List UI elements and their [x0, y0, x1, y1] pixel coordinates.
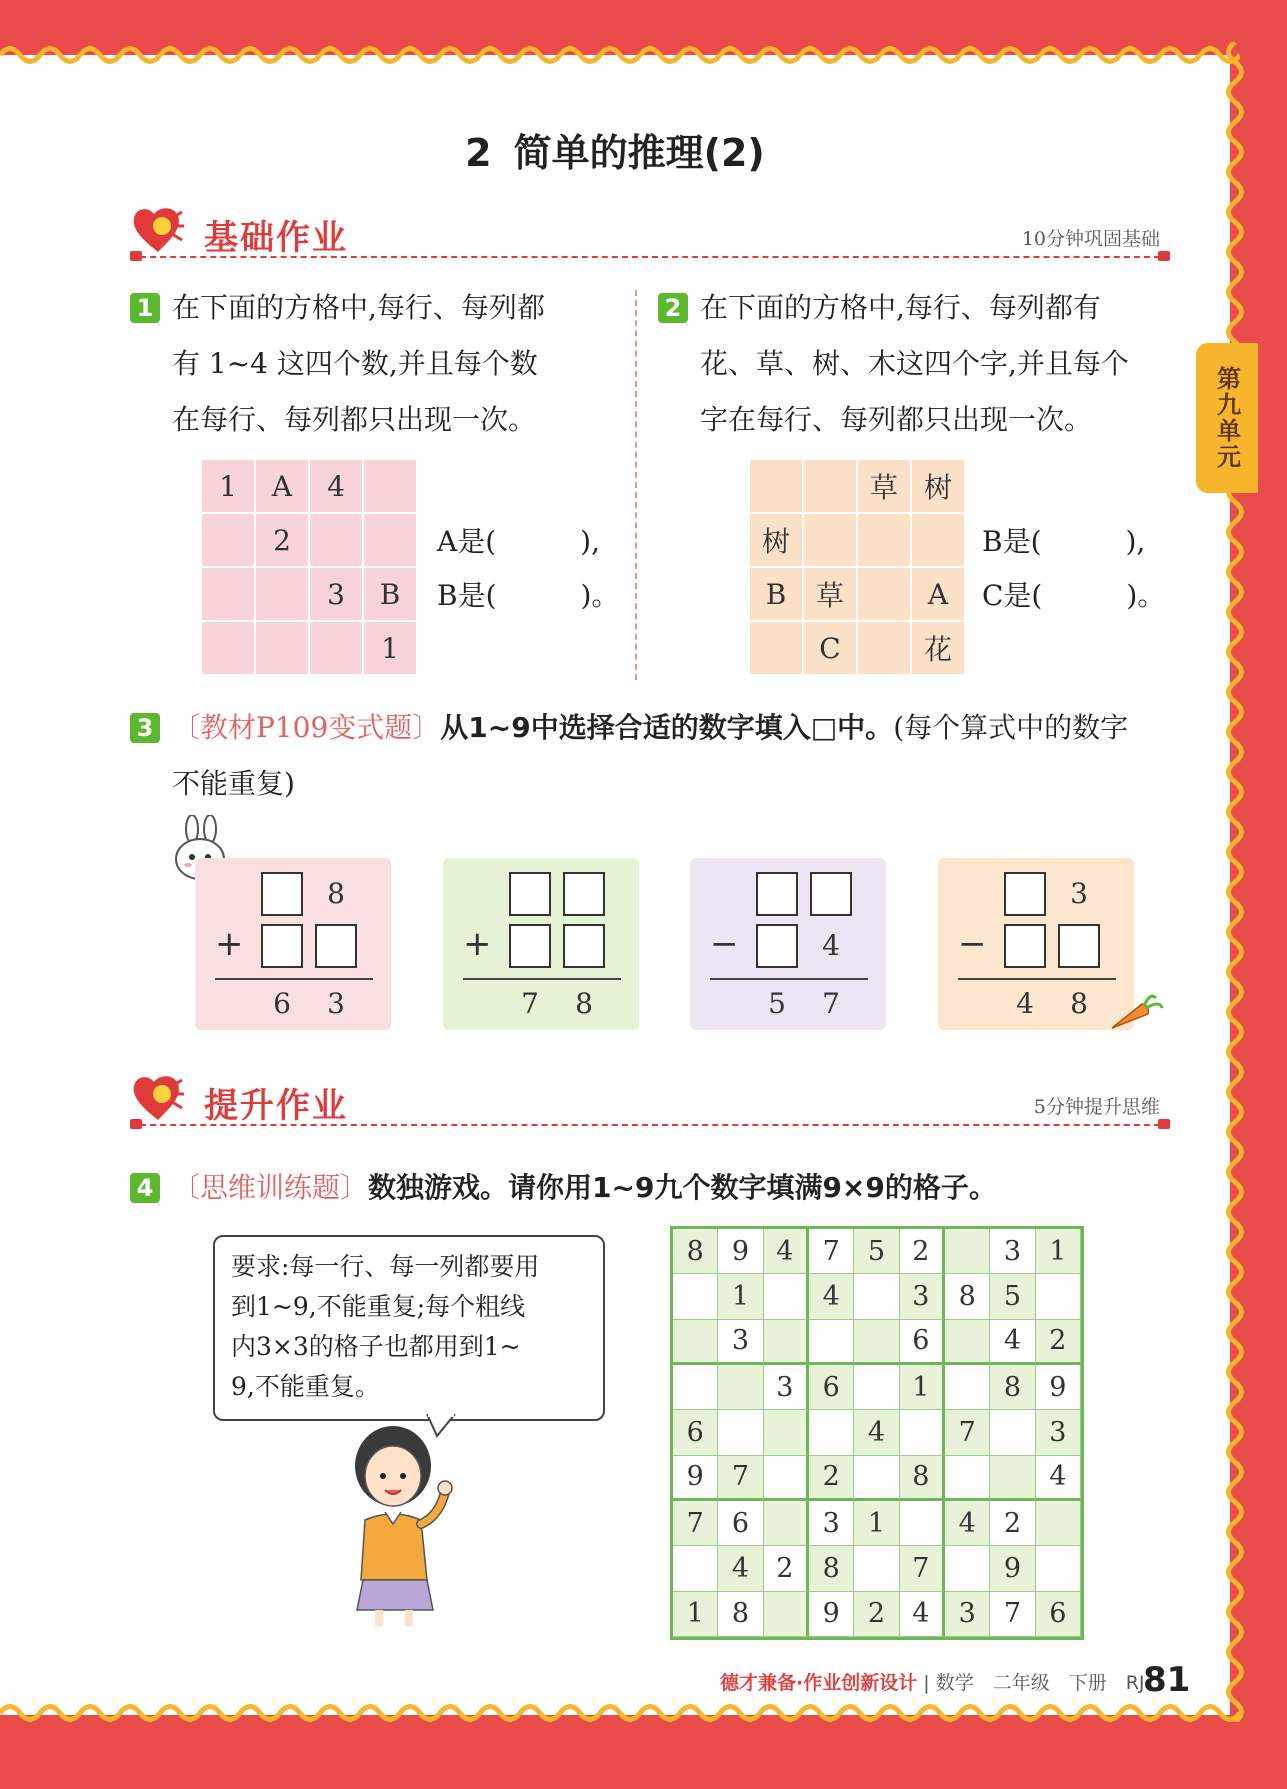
- grid-cell: 草: [858, 460, 910, 512]
- requirement-line-2: 到1~9,不能重复;每个粗线: [231, 1292, 526, 1321]
- sudoku-cell: 3: [1036, 1410, 1081, 1455]
- q1-grid: [202, 460, 416, 674]
- grid-cell: B: [364, 568, 416, 620]
- answer-box[interactable]: [1004, 924, 1046, 968]
- sudoku-cell: 9: [673, 1456, 718, 1501]
- q1-line-2: 有 1~4 这四个数,并且每个数: [172, 347, 538, 380]
- grid-cell: A: [256, 460, 308, 512]
- sudoku-cell[interactable]: [854, 1320, 899, 1365]
- sudoku-cell: 2: [764, 1546, 809, 1591]
- sudoku-cell[interactable]: [854, 1365, 899, 1410]
- sudoku-cell[interactable]: [764, 1456, 809, 1501]
- section-subtitle: 10分钟巩固基础: [1021, 228, 1160, 250]
- sudoku-cell[interactable]: [945, 1456, 990, 1501]
- sudoku-cell: 6: [1036, 1592, 1081, 1637]
- digit: 8: [327, 877, 345, 910]
- grid-cell[interactable]: [202, 622, 254, 674]
- grid-cell: 树: [750, 514, 802, 566]
- q4-instruction: 数独游戏。请你用1~9九个数字填满9×9的格子。: [368, 1171, 997, 1204]
- grid-cell: 3: [310, 568, 362, 620]
- operator: +: [215, 924, 244, 964]
- q3-instruction: 从1~9中选择合适的数字填入□中。: [440, 711, 894, 744]
- sudoku-cell: 7: [809, 1229, 854, 1274]
- grid-cell[interactable]: [256, 622, 308, 674]
- digit: 7: [822, 987, 840, 1020]
- sudoku-cell[interactable]: [764, 1501, 809, 1546]
- q2-blank-b[interactable]: B是( ),: [982, 525, 1146, 558]
- q1-line-3: 在每行、每列都只出现一次。: [172, 403, 537, 436]
- grid-cell[interactable]: [364, 460, 416, 512]
- sudoku-cell: 3: [718, 1320, 763, 1365]
- sudoku-cell[interactable]: [673, 1320, 718, 1365]
- sudoku-cell: 8: [945, 1274, 990, 1319]
- q3-tag: 〔教材P109变式题〕: [172, 711, 441, 744]
- digit: 4: [822, 929, 840, 962]
- sudoku-cell: 3: [990, 1229, 1035, 1274]
- section-title: 基础作业: [204, 218, 348, 258]
- rule-end-left: [130, 251, 142, 261]
- sudoku-cell: 2: [854, 1592, 899, 1637]
- q1-blank-b[interactable]: B是( )。: [437, 579, 620, 612]
- sudoku-cell: 6: [809, 1365, 854, 1410]
- sudoku-cell[interactable]: [764, 1592, 809, 1637]
- q1-line-1: 在下面的方格中,每行、每列都: [172, 291, 545, 324]
- answer-box[interactable]: [756, 872, 798, 916]
- grid-cell[interactable]: [202, 568, 254, 620]
- column-divider: [635, 290, 637, 680]
- question-number-4: 4: [130, 1173, 160, 1203]
- sudoku-cell: 3: [809, 1501, 854, 1546]
- sudoku-cell: 1: [718, 1274, 763, 1319]
- answer-box[interactable]: [1004, 872, 1046, 916]
- sum-line: [215, 978, 373, 980]
- sudoku-cell: 9: [1036, 1365, 1081, 1410]
- q2-line-3: 字在每行、每列都只出现一次。: [700, 403, 1093, 436]
- sudoku-cell: 5: [990, 1274, 1035, 1319]
- question-1: [136, 280, 622, 448]
- grid-cell: A: [912, 568, 964, 620]
- lesson-number: 2: [465, 131, 492, 175]
- answer-box[interactable]: [756, 924, 798, 968]
- sudoku-cell[interactable]: [945, 1320, 990, 1365]
- q3-line-1: [172, 700, 1182, 756]
- sudoku-cell: 2: [900, 1229, 945, 1274]
- grid-cell[interactable]: [912, 514, 964, 566]
- question-2: [664, 280, 1170, 448]
- sudoku-cell: 3: [764, 1365, 809, 1410]
- sudoku-cell: 8: [900, 1456, 945, 1501]
- sudoku-cell: 4: [990, 1320, 1035, 1365]
- grid-cell[interactable]: [310, 622, 362, 674]
- answer-box[interactable]: [563, 924, 605, 968]
- sudoku-cell: 1: [1036, 1229, 1081, 1274]
- footer-brand: 德才兼备·作业创新设计: [720, 1672, 918, 1694]
- sudoku-cell: 8: [718, 1592, 763, 1637]
- heart-icon: [130, 204, 186, 256]
- answer-box[interactable]: [261, 872, 303, 916]
- sudoku-cell: 8: [809, 1546, 854, 1591]
- sudoku-cell[interactable]: [718, 1410, 763, 1455]
- operator: −: [958, 924, 987, 964]
- q4-tag: 〔思维训练题〕: [172, 1171, 369, 1204]
- sudoku-cell: 7: [718, 1456, 763, 1501]
- sudoku-cell: 2: [1036, 1320, 1081, 1365]
- sudoku-cell[interactable]: [1036, 1546, 1081, 1591]
- sudoku-cell[interactable]: [945, 1229, 990, 1274]
- grid-cell: 1: [202, 460, 254, 512]
- heart-icon: [130, 1072, 186, 1124]
- sudoku-cell: 4: [1036, 1456, 1081, 1501]
- sudoku-cell: 9: [718, 1229, 763, 1274]
- section-rule: [130, 1124, 1170, 1126]
- grid-cell[interactable]: [804, 460, 856, 512]
- answer-box[interactable]: [1058, 924, 1100, 968]
- sum-line: [463, 978, 621, 980]
- sudoku-cell: 9: [809, 1592, 854, 1637]
- q3-line-2: 不能重复): [172, 767, 295, 800]
- operator: +: [463, 924, 492, 964]
- grid-cell[interactable]: [750, 460, 802, 512]
- sudoku-cell: 4: [945, 1501, 990, 1546]
- sudoku-cell: 2: [809, 1456, 854, 1501]
- arithmetic-card: [195, 858, 391, 1030]
- wavy-border-top: [0, 42, 1240, 68]
- sudoku-grid: [670, 1226, 1084, 1640]
- sudoku-cell[interactable]: [764, 1410, 809, 1455]
- sudoku-cell: 8: [673, 1229, 718, 1274]
- sudoku-cell[interactable]: [673, 1274, 718, 1319]
- sudoku-cell: 6: [718, 1501, 763, 1546]
- arithmetic-card: [443, 858, 639, 1030]
- digit: 3: [1070, 877, 1088, 910]
- sudoku-cell[interactable]: [854, 1456, 899, 1501]
- grid-cell: 4: [310, 460, 362, 512]
- section-title: 提升作业: [204, 1086, 348, 1126]
- grid-cell[interactable]: [310, 514, 362, 566]
- q4-line-1: [172, 1160, 1182, 1216]
- grid-cell: C: [804, 622, 856, 674]
- sudoku-cell: 4: [764, 1229, 809, 1274]
- sum-line: [710, 978, 868, 980]
- carrot-icon: [1108, 990, 1164, 1034]
- q3-note: (每个算式中的数字: [893, 711, 1129, 744]
- section-rule: [130, 256, 1170, 258]
- sudoku-cell[interactable]: [1036, 1501, 1081, 1546]
- requirement-line-4: 9,不能重复。: [231, 1372, 380, 1401]
- digit: 6: [273, 987, 291, 1020]
- lesson-title: 简单的推理(2): [513, 131, 765, 175]
- grid-cell[interactable]: [202, 514, 254, 566]
- sudoku-cell: 7: [900, 1546, 945, 1591]
- unit-tab[interactable]: [1196, 343, 1258, 493]
- arithmetic-card: [938, 858, 1134, 1030]
- q1-blank-a[interactable]: A是( ),: [437, 525, 600, 558]
- section-header-advanced: [130, 1078, 1170, 1128]
- question-number-3: 3: [130, 713, 160, 743]
- grid-cell: 草: [804, 568, 856, 620]
- q2-line-2: 花、草、树、木这四个字,并且每个: [700, 347, 1129, 380]
- sudoku-cell[interactable]: [673, 1546, 718, 1591]
- digit: 7: [521, 987, 539, 1020]
- question-4: [136, 1160, 1182, 1216]
- sudoku-cell: 4: [854, 1410, 899, 1455]
- sudoku-cell[interactable]: [1036, 1274, 1081, 1319]
- section-subtitle: 5分钟提升思维: [1033, 1096, 1160, 1118]
- wavy-border-right: [1222, 42, 1248, 1722]
- answer-box[interactable]: [810, 872, 852, 916]
- answer-box[interactable]: [315, 924, 357, 968]
- grid-cell: B: [750, 568, 802, 620]
- grid-cell: 2: [256, 514, 308, 566]
- sudoku-cell: 7: [673, 1501, 718, 1546]
- wavy-border-bottom: [0, 1700, 1240, 1726]
- requirement-line-3: 内3×3的格子也都用到1~: [231, 1332, 521, 1361]
- sudoku-cell: 8: [990, 1365, 1035, 1410]
- sudoku-cell[interactable]: [990, 1410, 1035, 1455]
- digit: 4: [1016, 987, 1034, 1020]
- sudoku-cell[interactable]: [764, 1274, 809, 1319]
- question-number-2: 2: [658, 293, 688, 323]
- requirement-bubble: [213, 1235, 605, 1421]
- sudoku-cell[interactable]: [900, 1501, 945, 1546]
- page-number: 81: [1143, 1660, 1191, 1700]
- section-header-basic: [130, 210, 1170, 260]
- sudoku-cell[interactable]: [990, 1456, 1035, 1501]
- footer: [720, 1668, 1145, 1695]
- answer-box[interactable]: [509, 872, 551, 916]
- sudoku-cell[interactable]: [900, 1410, 945, 1455]
- operator: −: [710, 924, 739, 964]
- grid-cell[interactable]: [858, 568, 910, 620]
- q2-blank-c[interactable]: C是( )。: [982, 579, 1166, 612]
- sudoku-cell[interactable]: [809, 1320, 854, 1365]
- requirement-line-1: 要求:每一行、每一列都要用: [231, 1252, 540, 1281]
- digit: 8: [1070, 987, 1088, 1020]
- unit-tab-label: 第九单元: [1212, 366, 1241, 470]
- sudoku-cell[interactable]: [945, 1365, 990, 1410]
- sudoku-cell: 1: [673, 1592, 718, 1637]
- rule-end-right: [1158, 251, 1170, 261]
- sudoku-cell: 7: [945, 1410, 990, 1455]
- q2-grid: [750, 460, 964, 674]
- q2-line-1: 在下面的方格中,每行、每列都有: [700, 291, 1101, 324]
- digit: 8: [575, 987, 593, 1020]
- grid-cell[interactable]: [804, 514, 856, 566]
- footer-book-info: | 数学 二年级 下册 RJ: [923, 1672, 1145, 1694]
- sudoku-cell: 5: [854, 1229, 899, 1274]
- digit: 3: [327, 987, 345, 1020]
- answer-box[interactable]: [261, 924, 303, 968]
- page-title: [0, 122, 1230, 177]
- question-number-1: 1: [130, 293, 160, 323]
- sudoku-cell[interactable]: [673, 1365, 718, 1410]
- sudoku-cell: 2: [990, 1501, 1035, 1546]
- grid-cell: 1: [364, 622, 416, 674]
- sudoku-cell[interactable]: [945, 1546, 990, 1591]
- grid-cell: 树: [912, 460, 964, 512]
- sudoku-cell: 4: [718, 1546, 763, 1591]
- answer-box[interactable]: [509, 924, 551, 968]
- answer-box[interactable]: [563, 872, 605, 916]
- sudoku-cell: 6: [673, 1410, 718, 1455]
- sudoku-cell: 3: [900, 1274, 945, 1319]
- sudoku-cell[interactable]: [718, 1365, 763, 1410]
- sudoku-cell: 4: [809, 1274, 854, 1319]
- sudoku-cell[interactable]: [809, 1410, 854, 1455]
- grid-cell[interactable]: [858, 514, 910, 566]
- grid-cell[interactable]: [364, 514, 416, 566]
- grid-cell[interactable]: [858, 622, 910, 674]
- rule-end-left: [130, 1119, 142, 1129]
- question-3: [136, 700, 1182, 812]
- sudoku-cell: 3: [945, 1592, 990, 1637]
- arithmetic-card: [690, 858, 886, 1030]
- grid-cell[interactable]: [256, 568, 308, 620]
- sudoku-cell: 4: [900, 1592, 945, 1637]
- sudoku-cell: 1: [900, 1365, 945, 1410]
- grid-cell: 花: [912, 622, 964, 674]
- sudoku-cell[interactable]: [854, 1274, 899, 1319]
- sudoku-cell: 1: [854, 1501, 899, 1546]
- rule-end-right: [1158, 1119, 1170, 1129]
- digit: 5: [768, 987, 786, 1020]
- sudoku-cell: 7: [990, 1592, 1035, 1637]
- sum-line: [958, 978, 1116, 980]
- sudoku-cell: 9: [990, 1546, 1035, 1591]
- sudoku-cell[interactable]: [854, 1546, 899, 1591]
- sudoku-cell[interactable]: [764, 1320, 809, 1365]
- grid-cell[interactable]: [750, 622, 802, 674]
- teacher-illustration: [335, 1420, 465, 1630]
- sudoku-cell: 6: [900, 1320, 945, 1365]
